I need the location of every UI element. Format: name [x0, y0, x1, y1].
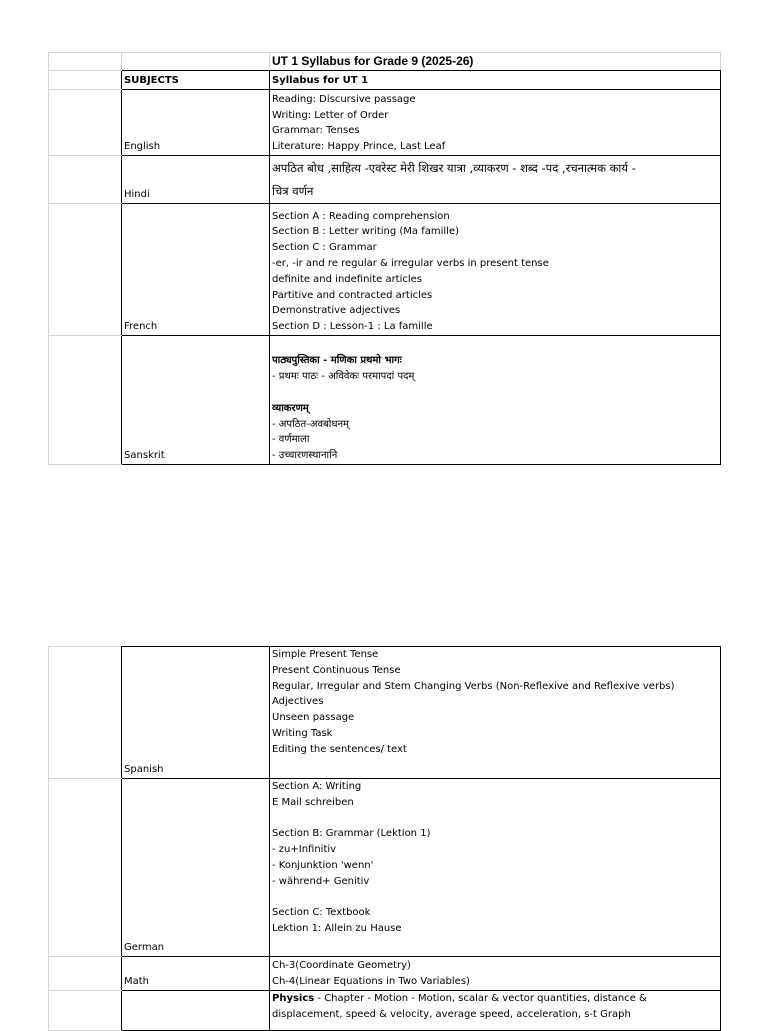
subjects-header[interactable]: SUBJECTS [122, 71, 270, 90]
syllabus-science[interactable]: Physics - Chapter - Motion - Motion, scalar & vector quantities, distance & displacement, speed & velocity, average speed, acceleration, s-t Graph [270, 991, 721, 1031]
subject-science[interactable] [122, 991, 270, 1031]
subject-german[interactable]: German [122, 779, 270, 957]
subject-math[interactable]: Math [122, 957, 270, 991]
subject-sanskrit[interactable]: Sanskrit [122, 336, 270, 465]
syllabus-french[interactable]: Section A : Reading comprehension Section B : Letter writing (Ma famille) Section C : Grammar -er, -ir and re regular & irregular verbs in present tense definite and indefinite articles Partitive and contracted articles Demonstrative adjectives Section D : Lesson-1 : La famille [270, 204, 721, 336]
syllabus-math[interactable]: Ch-3(Coordinate Geometry) Ch-4(Linear Equations in Two Variables) [270, 957, 721, 991]
subject-english[interactable]: English [122, 90, 270, 156]
subject-hindi[interactable]: Hindi [122, 156, 270, 204]
syllabus-hindi[interactable]: अपठित बोध ,साहित्य -एवरेस्ट मेरी शिखर यात्रा ,व्याकरण - शब्द -पद ,रचनात्मक कार्य - चित्र वर्णन [270, 156, 721, 204]
syllabus-table-1 [48, 52, 721, 465]
syllabus-header[interactable]: Syllabus for UT 1 [270, 71, 721, 90]
syllabus-spanish[interactable]: Simple Present Tense Present Continuous Tense Regular, Irregular and Stem Changing Verbs (Non-Reflexive and Reflexive verbs) Adjectives Unseen passage Writing Task Editing the sentences/ text [270, 647, 721, 779]
syllabus-english[interactable]: Reading: Discursive passage Writing: Letter of Order Grammar: Tenses Literature: Happy Prince, Last Leaf [270, 90, 721, 156]
syllabus-german[interactable]: Section A: Writing E Mail schreiben Section B: Grammar (Lektion 1) - zu+Infinitiv - Konjunktion 'wenn' - während+ Genitiv Section C: Textbook Lektion 1: Allein zu Hause [270, 779, 721, 957]
sheet-title[interactable]: UT 1 Syllabus for Grade 9 (2025-26) [270, 53, 721, 71]
subject-french[interactable]: French [122, 204, 270, 336]
syllabus-table-2 [48, 646, 721, 1031]
subject-spanish[interactable]: Spanish [122, 647, 270, 779]
syllabus-sanskrit[interactable]: पाठ्यपुस्तिका - मणिका प्रथमो भागः - प्रथमः पाठः - अविवेकः परमापदां पदम् व्याकरणम् - अपठित-अवबोधनम् - वर्णमाला - उच्चारणस्थानानि [270, 336, 721, 465]
